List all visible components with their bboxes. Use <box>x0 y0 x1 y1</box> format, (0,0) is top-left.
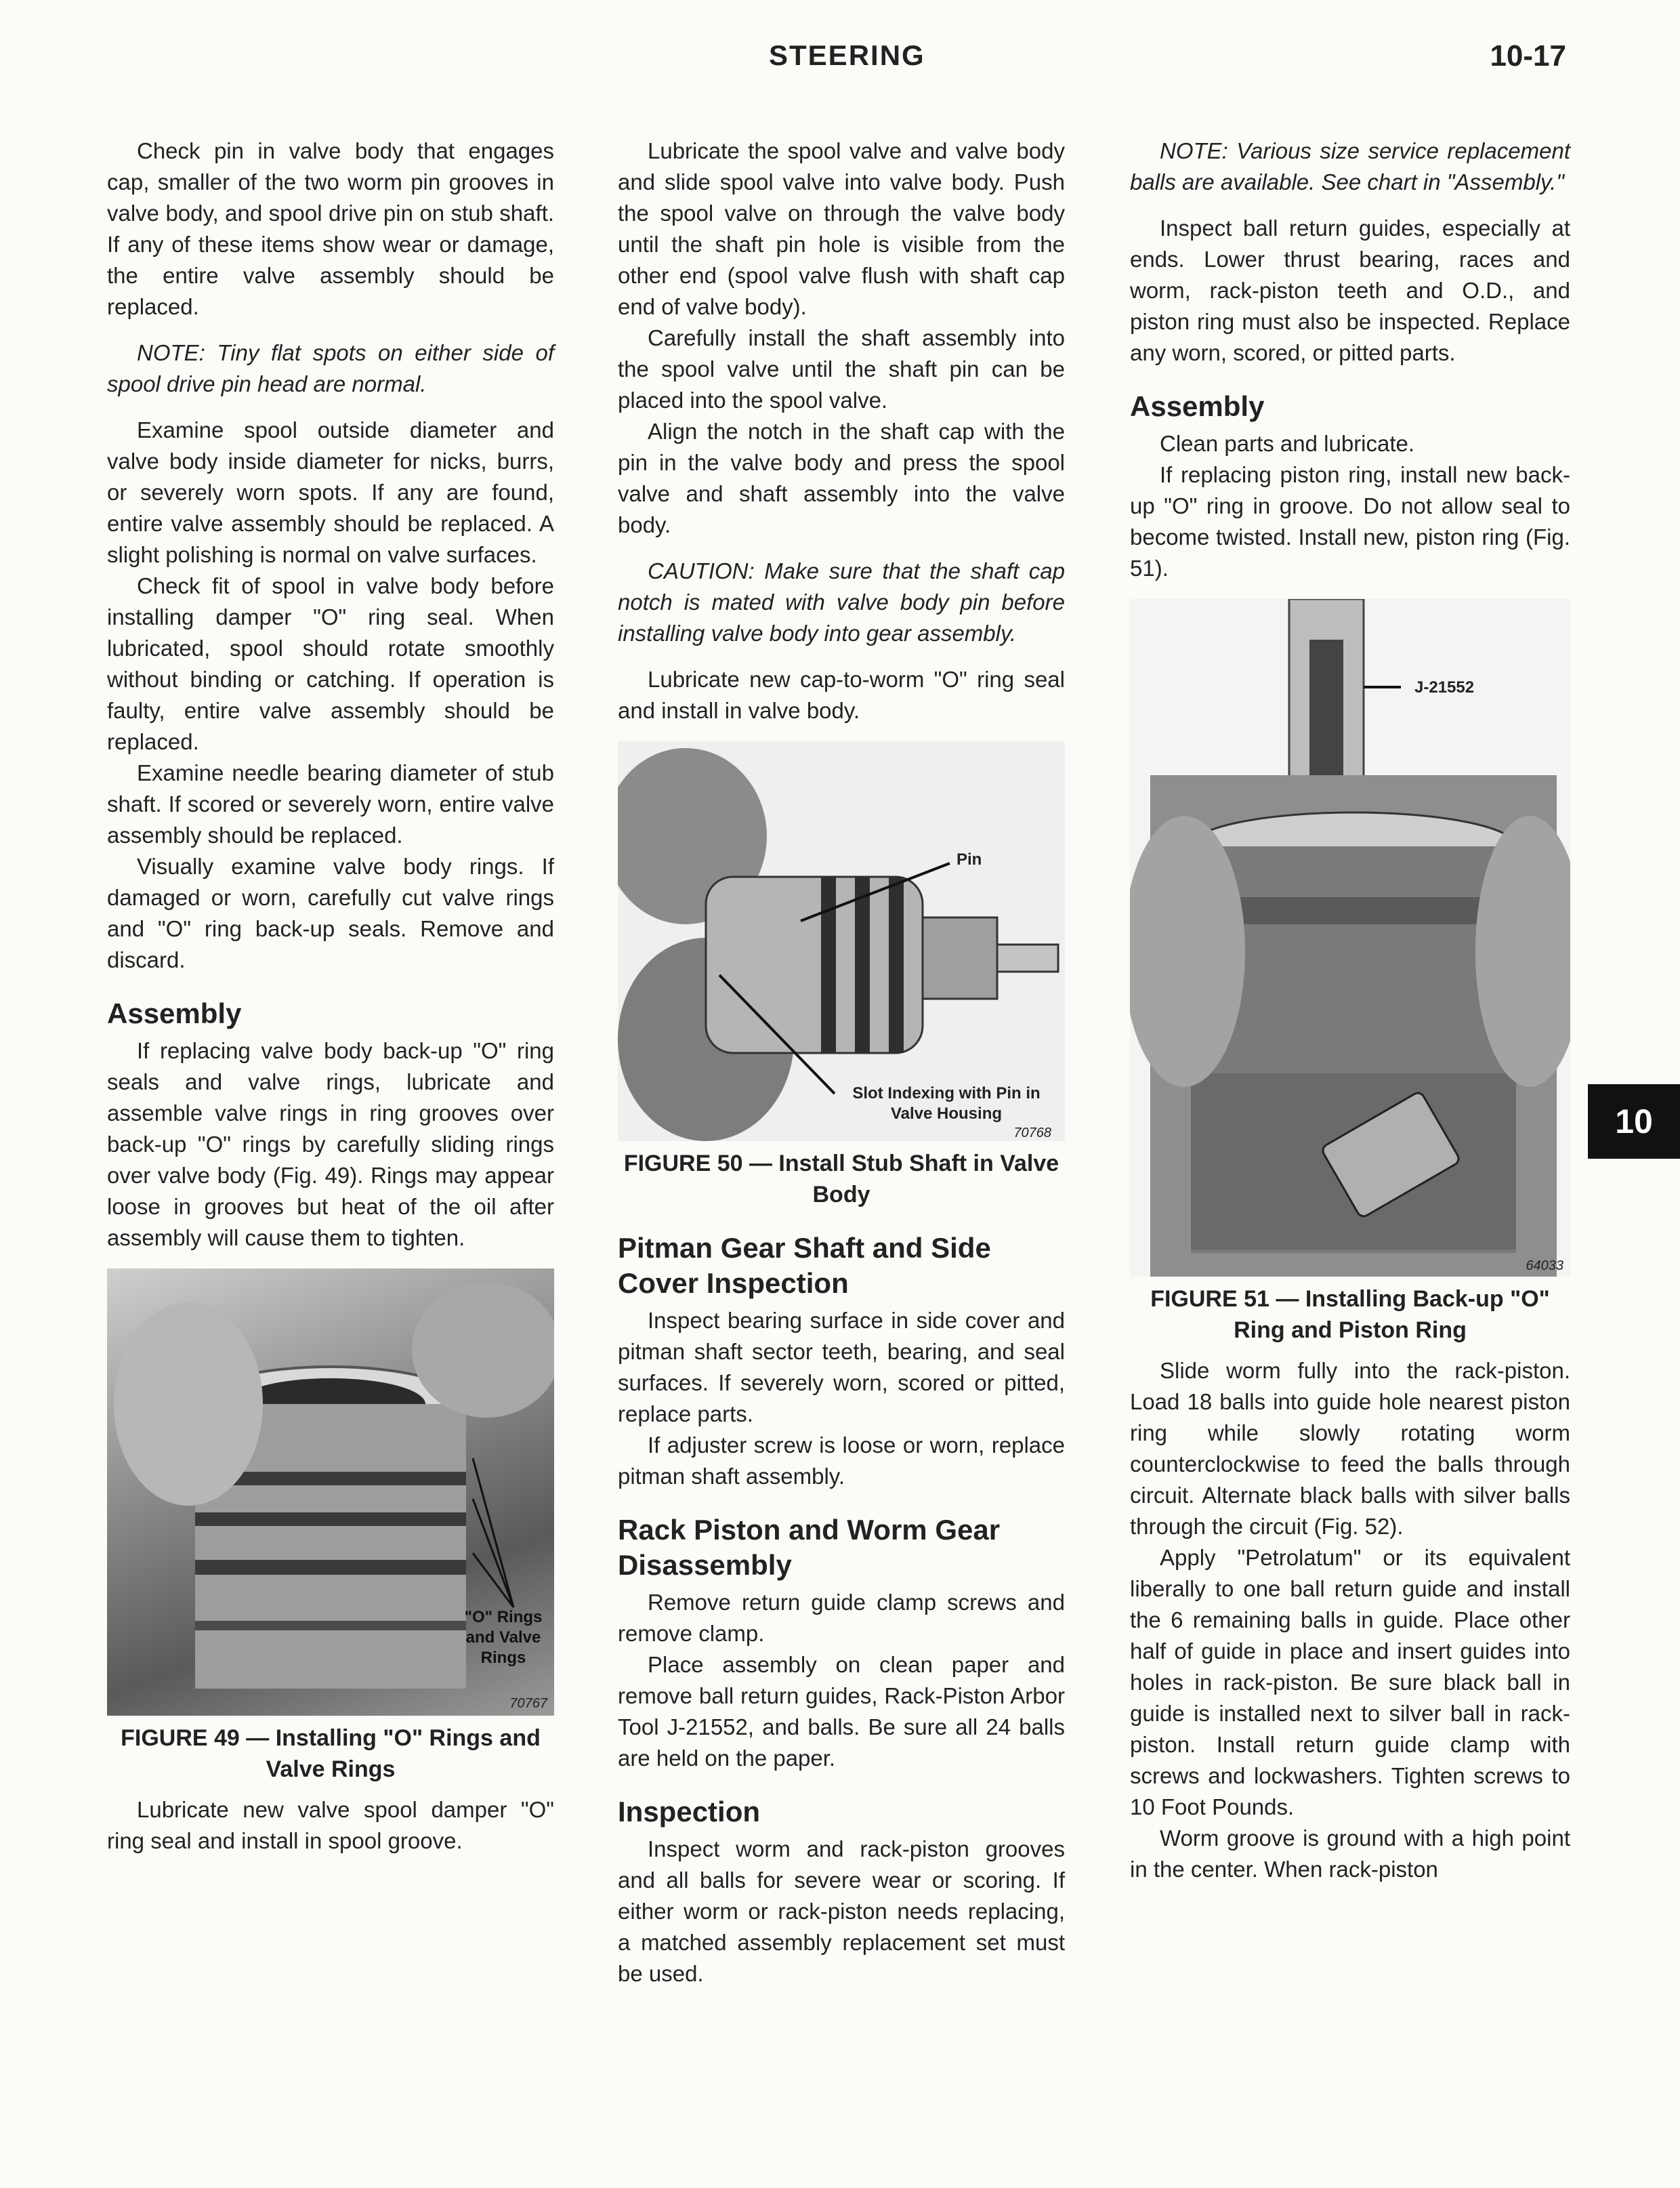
paragraph: Worm groove is ground with a high point in the center. When rack-piston <box>1130 1825 1570 1882</box>
paragraph: Clean parts and lubricate. <box>1160 431 1415 456</box>
figure-50 <box>618 741 1065 1210</box>
paragraph: Remove return guide clamp screws and remove clamp. <box>618 1590 1065 1646</box>
paragraph: Visually examine valve body rings. If damaged or worn, carefully cut valve rings and "O" ring back-up seals. Remove and discard. <box>107 854 554 972</box>
paragraph: Inspect worm and rack-piston grooves and all balls for severe wear or scoring. If either worm or rack-piston needs replacing, a matched assembly replacement set must be used. <box>618 1836 1065 1986</box>
page-header <box>0 39 1680 80</box>
figure-49 <box>107 1268 554 1785</box>
column-3 <box>1130 136 1570 1900</box>
figure-51-code: 64033 <box>1526 1258 1563 1273</box>
paragraph: Check fit of spool in valve body before installing damper "O" ring seal. When lubricated, spool should rotate smoothly without binding or catching. If operation is faulty, entire valve assembly should be replaced. <box>107 573 554 754</box>
figure-49-code: 70767 <box>509 1696 547 1711</box>
paragraph: Examine spool outside diameter and valve body inside diameter for nicks, burrs, or severely worn spots. If any are found, entire valve assembly should be replaced. A slight polishing is normal on valve surfaces. <box>107 417 554 567</box>
paragraph: Apply "Petrolatum" or its equivalent liberally to one ball return guide and install the 6 remaining balls in guide. Place other half of guide in place and insert guides into holes in rack-piston. Be sure black ball in guide is installed next to silver ball in rack-piston. Install return guide clamp with screws and lockwashers. Tighten screws to 10 Foot Pounds. <box>1130 1545 1570 1819</box>
section-title: STEERING <box>769 39 925 71</box>
figure-51 <box>1130 599 1570 1346</box>
figure-51-photo <box>1130 599 1570 1277</box>
figure-49-photo <box>107 1268 554 1716</box>
paragraph: Align the notch in the shaft cap with the pin in the valve body and press the spool valve and shaft assembly into the valve body. <box>618 419 1065 537</box>
figure-50-pin-label: Pin <box>957 850 982 869</box>
figure-51-caption: FIGURE 51 — Installing Back-up "O" Ring and Piston Ring <box>1150 1286 1550 1343</box>
column-1 <box>107 136 554 1872</box>
note: NOTE: Tiny flat spots on either side of spool drive pin head are normal. <box>107 340 554 396</box>
paragraph: If replacing piston ring, install new back-up "O" ring in groove. Do not allow seal to become twisted. Install new, piston ring (Fig. 51). <box>1130 462 1570 581</box>
heading-assembly: Assembly <box>107 997 242 1029</box>
paragraph: Examine needle bearing diameter of stub shaft. If scored or severely worn, entire valve assembly should be replaced. <box>107 760 554 848</box>
section-tab: 10 <box>1588 1084 1680 1159</box>
paragraph: If adjuster screw is loose or worn, replace pitman shaft assembly. <box>618 1432 1065 1489</box>
figure-51-tool-label: J-21552 <box>1414 678 1475 697</box>
paragraph: Lubricate new cap-to-worm "O" ring seal and install in valve body. <box>618 667 1065 723</box>
caution: CAUTION: Make sure that the shaft cap notch is mated with valve body pin before installing valve body into gear assembly. <box>618 558 1065 646</box>
paragraph: If replacing valve body back-up "O" ring seals and valve rings, lubricate and assemble valve rings in ring grooves over back-up "O" rings by carefully sliding rings over valve body (Fig. 49). Rings may appear loose in grooves but heat of the oil after assembly will cause them to tighten. <box>107 1038 554 1250</box>
note: NOTE: Various size service replacement balls are available. See chart in "Assembly." <box>1130 138 1570 194</box>
figure-50-caption: FIGURE 50 — Install Stub Shaft in Valve Body <box>623 1151 1059 1207</box>
paragraph: Lubricate the spool valve and valve body and slide spool valve into valve body. Push the spool valve on through the valve body until the shaft pin hole is visible from the other end (spool valve flush with shaft cap end of valve body). <box>618 138 1065 319</box>
page-number: 10-17 <box>1490 39 1566 73</box>
figure-50-photo <box>618 741 1065 1141</box>
column-2 <box>618 136 1065 2004</box>
paragraph: Slide worm fully into the rack-piston. Load 18 balls into guide hole nearest piston ring while slowly rotating worm counterclockwise to feed the balls through circuit. Alternate black balls with silver balls through the circuit (Fig. 52). <box>1130 1358 1570 1539</box>
figure-50-code: 70768 <box>1013 1126 1051 1140</box>
figure-50-slot-label: Slot Indexing with Pin in Valve Housing <box>852 1084 1041 1123</box>
paragraph: Place assembly on clean paper and remove ball return guides, Rack-Piston Arbor Tool J-21552, and balls. Be sure all 24 balls are held on the paper. <box>618 1652 1065 1771</box>
heading-pitman: Pitman Gear Shaft and Side Cover Inspection <box>618 1232 991 1299</box>
heading-inspection: Inspection <box>618 1796 761 1828</box>
figure-49-caption: FIGURE 49 — Installing "O" Rings and Valve Rings <box>121 1725 541 1782</box>
paragraph: Carefully install the shaft assembly into the spool valve until the shaft pin can be placed into the spool valve. <box>618 325 1065 413</box>
paragraph: Lubricate new valve spool damper "O" ring seal and install in spool groove. <box>107 1797 554 1853</box>
heading-assembly: Assembly <box>1130 390 1265 422</box>
heading-rack-piston: Rack Piston and Worm Gear Disassembly <box>618 1514 1001 1581</box>
figure-49-callout: "O" Rings and Valve Rings <box>464 1608 543 1667</box>
paragraph: Inspect ball return guides, especially at ends. Lower thrust bearing, races and worm, rack-piston teeth and O.D., and piston ring must also be inspected. Replace any worn, scored, or pitted parts. <box>1130 215 1570 365</box>
paragraph: Check pin in valve body that engages cap, smaller of the two worm pin grooves in valve body, and spool drive pin on stub shaft. If any of these items show wear or damage, the entire valve assembly should be replaced. <box>107 138 554 319</box>
paragraph: Inspect bearing surface in side cover and pitman shaft sector teeth, bearing, and seal surfaces. If severely worn, scored or pitted, replace parts. <box>618 1308 1065 1426</box>
